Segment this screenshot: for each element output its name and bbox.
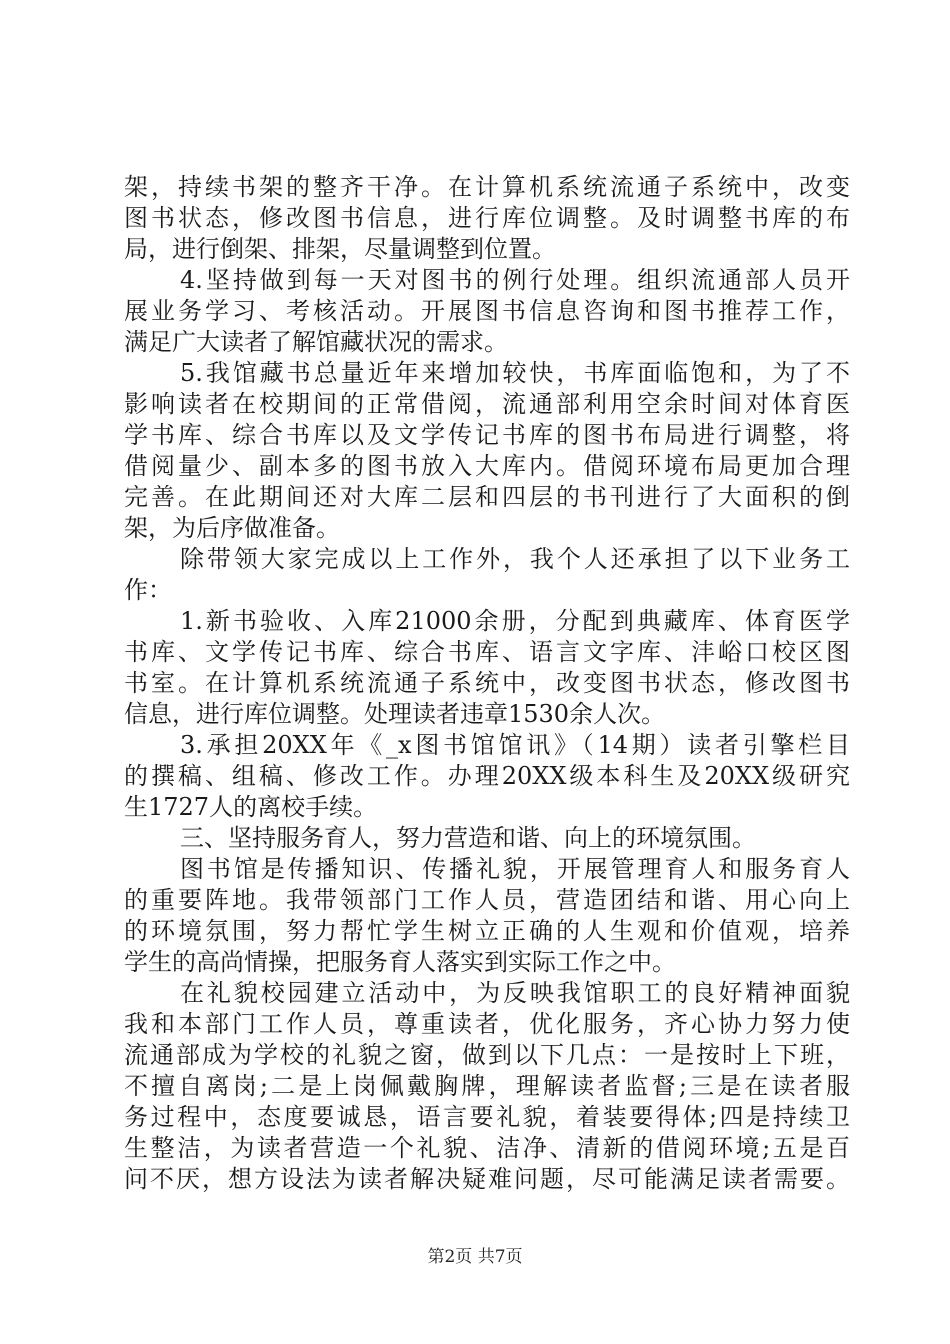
text-line: 学生的高尚情操，把服务育人落实到实际工作之中。 <box>124 948 676 976</box>
text-line: 的环境氛围，努力帮忙学生树立正确的人生观和价值观，培养 <box>124 917 850 945</box>
section-heading: 三、坚持服务育人，努力营造和谐、向上的环境氛围。 <box>180 824 756 852</box>
text-line: 图书状态，修改图书信息，进行库位调整。及时调整书库的布 <box>124 204 850 232</box>
text-line: 完善。在此期间还对大库二层和四层的书刊进行了大面积的倒 <box>124 483 850 511</box>
text-line: 5.我馆藏书总量近年来增加较快，书库面临饱和，为了不 <box>180 359 850 387</box>
text-line: 影响读者在校期间的正常借阅，流通部利用空余时间对体育医 <box>124 390 850 418</box>
text-line: 书库、文学传记书库、综合书库、语言文字库、沣峪口校区图 <box>124 638 850 666</box>
text-line: 问不厌，想方设法为读者解决疑难问题，尽可能满足读者需要。 <box>124 1165 850 1193</box>
text-line: 书室。在计算机系统流通子系统中，改变图书状态，修改图书 <box>124 669 850 697</box>
text-line: 生整洁，为读者营造一个礼貌、洁净、清新的借阅环境;五是百 <box>124 1134 850 1162</box>
text-line: 借阅量少、副本多的图书放入大库内。借阅环境布局更加合理 <box>124 452 850 480</box>
text-line: 的撰稿、组稿、修改工作。办理20XX级本科生及20XX级研究 <box>124 762 850 790</box>
text-line: 务过程中，态度要诚恳，语言要礼貌，着装要得体;四是持续卫 <box>124 1103 850 1131</box>
text-line: 的重要阵地。我带领部门工作人员，营造团结和谐、用心向上 <box>124 886 850 914</box>
text-line: 不擅自离岗;二是上岗佩戴胸牌，理解读者监督;三是在读者服 <box>124 1072 850 1100</box>
text-line: 展业务学习、考核活动。开展图书信息咨询和图书推荐工作， <box>124 297 850 325</box>
text-line: 作： <box>124 576 172 604</box>
text-line: 满足广大读者了解馆藏状况的需求。 <box>124 328 508 356</box>
text-line: 架，持续书架的整齐干净。在计算机系统流通子系统中，改变 <box>124 173 850 201</box>
text-line: 1.新书验收、入库21000余册，分配到典藏库、体育医学 <box>180 607 850 635</box>
text-line: 生1727人的离校手续。 <box>124 793 378 821</box>
document-body <box>124 172 850 1195</box>
text-line: 架，为后序做准备。 <box>124 514 340 542</box>
text-line: 图书馆是传播知识、传播礼貌，开展管理育人和服务育人 <box>180 855 850 883</box>
text-line: 3.承担20XX年《_x图书馆馆讯》（14期）读者引擎栏目 <box>180 731 850 759</box>
text-line: 在礼貌校园建立活动中，为反映我馆职工的良好精神面貌 <box>180 979 850 1007</box>
text-line: 流通部成为学校的礼貌之窗，做到以下几点：一是按时上下班， <box>124 1041 850 1069</box>
text-line: 我和本部门工作人员，尊重读者，优化服务，齐心协力努力使 <box>124 1010 850 1038</box>
text-line: 学书库、综合书库以及文学传记书库的图书布局进行调整，将 <box>124 421 850 449</box>
text-line: 除带领大家完成以上工作外，我个人还承担了以下业务工 <box>180 545 850 573</box>
text-line: 局，进行倒架、排架，尽量调整到位置。 <box>124 235 556 263</box>
text-line: 4.坚持做到每一天对图书的例行处理。组织流通部人员开 <box>180 266 850 294</box>
text-line: 信息，进行库位调整。处理读者违章1530余人次。 <box>124 700 666 728</box>
page-number: 第2页 共7页 <box>427 1247 523 1267</box>
